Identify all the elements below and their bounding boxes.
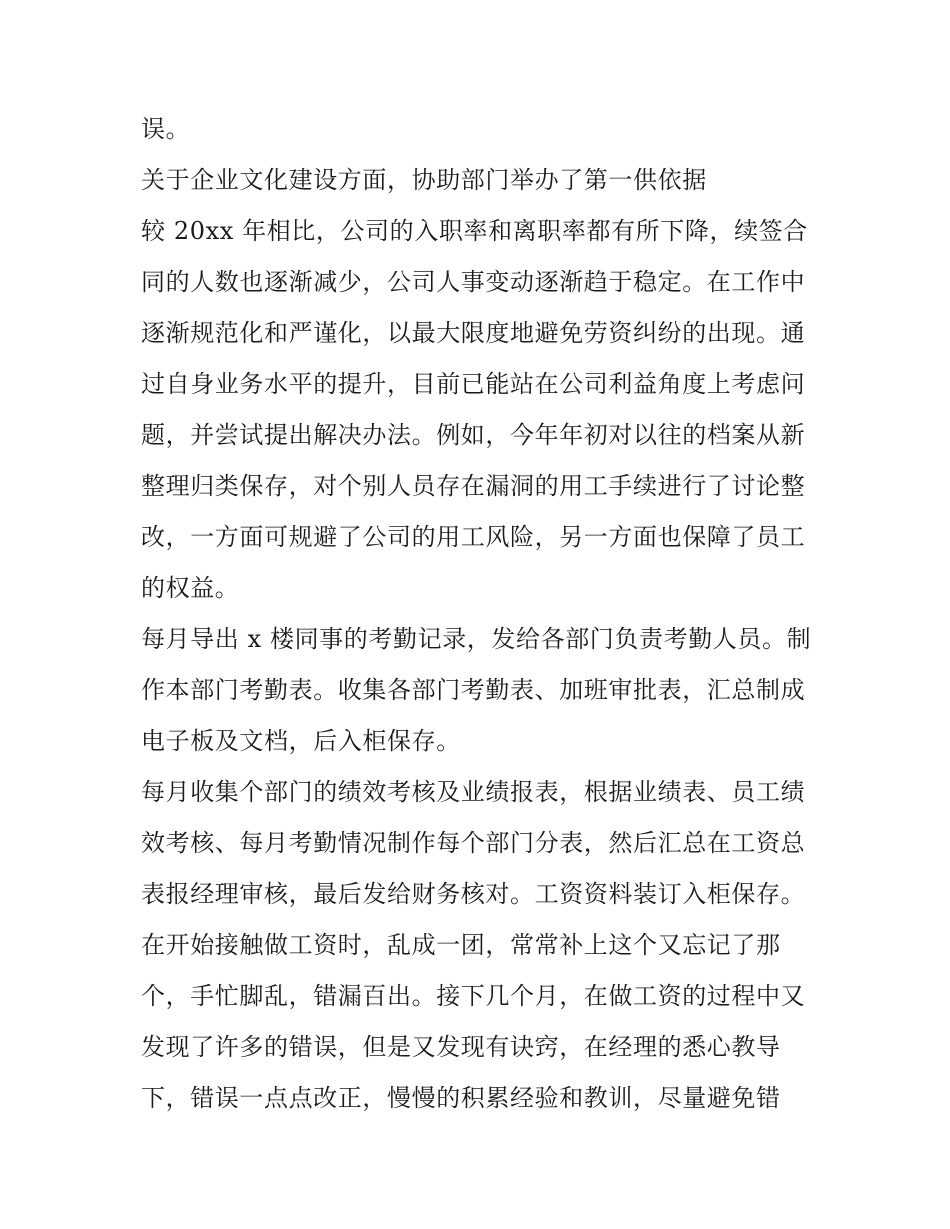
- text-line: 下，错误一点点改正，慢慢的积累经验和教训，尽量避免错: [141, 1084, 781, 1112]
- text-line: 表报经理审核，最后发给财务核对。工资资料装订入柜保存。: [141, 880, 806, 908]
- text-line: 作本部门考勤表。收集各部门考勤表、加班审批表，汇总制成: [141, 676, 806, 704]
- text-line: 个，手忙脚乱，错漏百出。接下几个月，在做工资的过程中又: [141, 982, 806, 1010]
- text-line: 每月导出 x 楼同事的考勤记录，发给各部门负责考勤人员。制: [141, 625, 812, 653]
- text-line: 逐渐规范化和严谨化，以最大限度地避免劳资纠纷的出现。通: [141, 319, 806, 347]
- text-line: 改，一方面可规避了公司的用工风险，另一方面也保障了员工: [141, 523, 806, 551]
- text-line: 题，并尝试提出解决办法。例如，今年年初对以往的档案从新: [141, 421, 806, 449]
- text-line: 电子板及文档，后入柜保存。: [141, 727, 461, 755]
- text-line: 每月收集个部门的绩效考核及业绩报表，根据业绩表、员工绩: [141, 778, 806, 806]
- text-line: 整理归类保存，对个别人员存在漏洞的用工手续进行了讨论整: [141, 472, 806, 500]
- text-line: 误。: [141, 115, 191, 143]
- text-line: 在开始接触做工资时，乱成一团，常常补上这个又忘记了那: [141, 931, 781, 959]
- text-line: 效考核、每月考勤情况制作每个部门分表，然后汇总在工资总: [141, 829, 806, 857]
- text-line: 较 20xx 年相比，公司的入职率和离职率都有所下降，续签合: [141, 217, 808, 245]
- text-line: 发现了许多的错误，但是又发现有诀窍，在经理的悉心教导: [141, 1033, 781, 1061]
- body-text: [141, 104, 821, 1124]
- text-line: 同的人数也逐渐减少，公司人事变动逐渐趋于稳定。在工作中: [141, 268, 806, 296]
- text-line: 过自身业务水平的提升，目前已能站在公司利益角度上考虑问: [141, 370, 806, 398]
- text-line: 关于企业文化建设方面，协助部门举办了第一供依据: [141, 166, 707, 194]
- text-line: 的权益。: [141, 574, 240, 602]
